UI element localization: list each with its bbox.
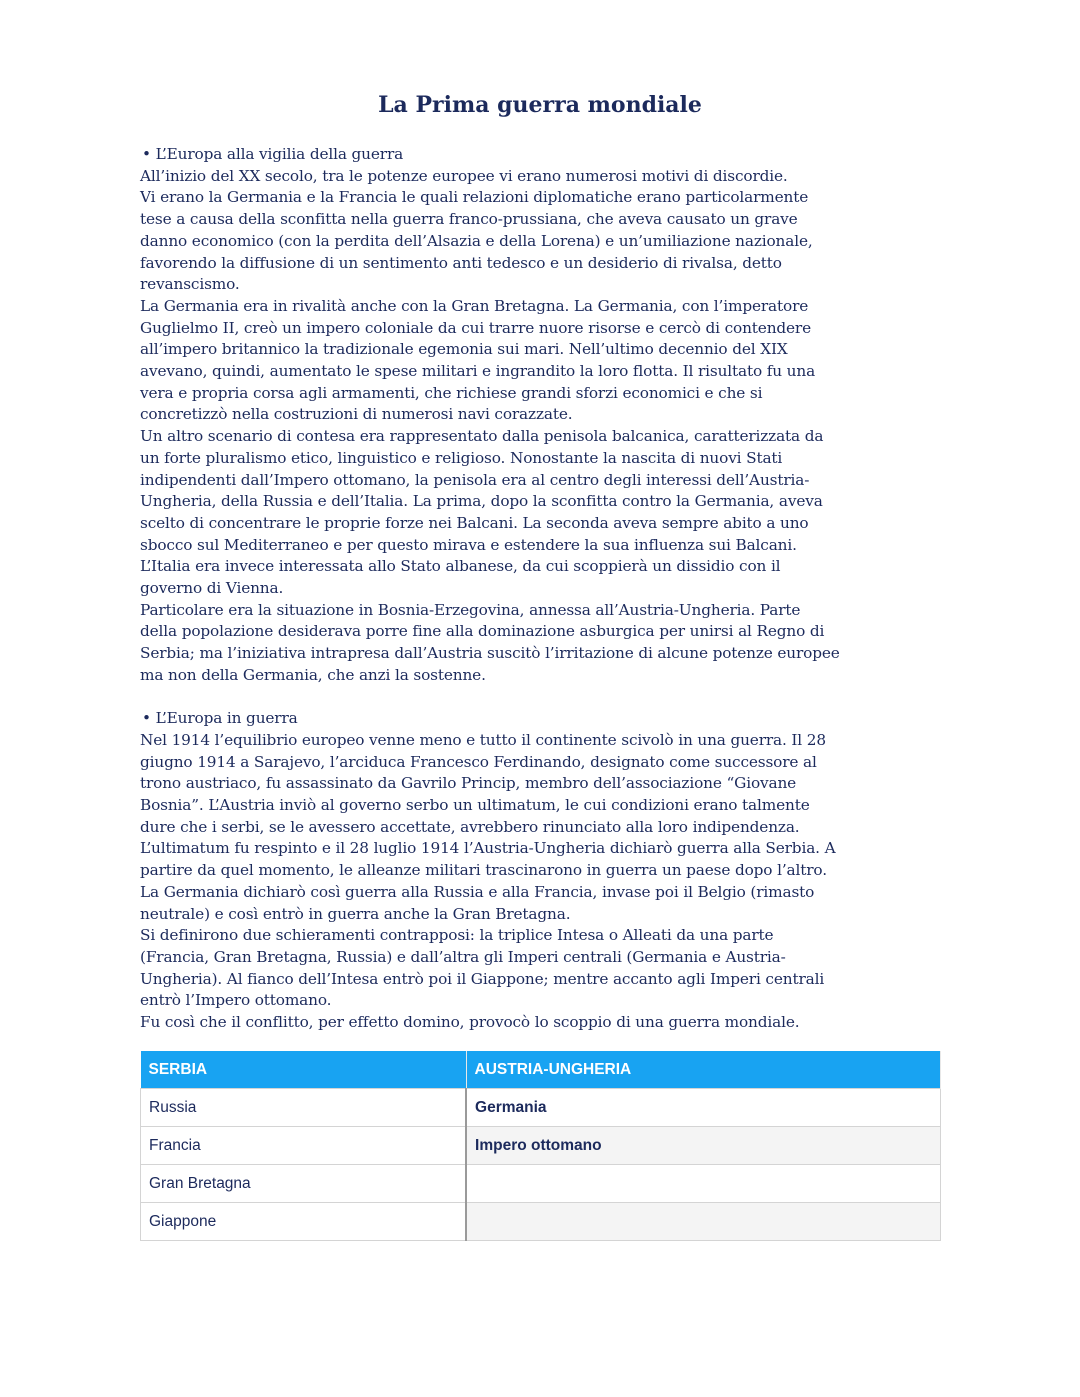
- text-line: neutrale) e così entrò in guerra anche la Gran Bretagna.: [140, 904, 571, 923]
- table-cell: [466, 1165, 940, 1203]
- text-line: all’impero britannico la tradizionale egemonia sui mari. Nell’ultimo decennio del XIX: [140, 340, 788, 359]
- text-line: danno economico (con la perdita dell’Alsazia e della Lorena) e un’umiliazione nazionale,: [140, 231, 813, 250]
- text-line: scelto di concentrare le proprie forze nei Balcani. La seconda aveva sempre abito a uno: [140, 513, 809, 532]
- text-line: Nel 1914 l’equilibrio europeo venne meno e tutto il continente scivolò in una guerra. Il 28: [140, 730, 826, 749]
- text-line: sbocco sul Mediterraneo e per questo mirava e estendere la sua influenza sui Balcani.: [140, 535, 797, 554]
- document-body: [140, 144, 840, 1034]
- text-line: All’inizio del XX secolo, tra le potenze europee vi erano numerosi motivi di discordie.: [140, 166, 788, 185]
- table-row: [141, 1165, 941, 1203]
- text-line: concretizzò nella costruzioni di numerosi navi corazzate.: [140, 405, 573, 424]
- alliances-table: [140, 1051, 941, 1241]
- text-line: revanscismo.: [140, 275, 240, 294]
- table-cell: Francia: [141, 1127, 467, 1165]
- table-cell: Impero ottomano: [466, 1127, 940, 1165]
- table-cell: Russia: [141, 1089, 467, 1127]
- text-line: Guglielmo II, creò un impero coloniale da cui trarre nuore risorse e cercò di contendere: [140, 318, 812, 337]
- text-line: Vi erano la Germania e la Francia le quali relazioni diplomatiche erano particolarmente: [140, 188, 809, 207]
- table-cell: [466, 1203, 940, 1241]
- table-row: [141, 1089, 941, 1127]
- header-serbia: SERBIA: [141, 1051, 467, 1089]
- table-cell: Giappone: [141, 1203, 467, 1241]
- text-line: L’ultimatum fu respinto e il 28 luglio 1914 l’Austria-Ungheria dichiarò guerra alla Serbia. A: [140, 839, 836, 858]
- text-line: dure che i serbi, se le avessero accettate, avrebbero rinunciato alla loro indipendenza.: [140, 817, 800, 836]
- text-line: Particolare era la situazione in Bosnia-Erzegovina, annessa all’Austria-Ungheria. Parte: [140, 600, 801, 619]
- table-row: [141, 1127, 941, 1165]
- text-line: ma non della Germania, che anzi la sostenne.: [140, 665, 486, 684]
- text-line: indipendenti dall’Impero ottomano, la penisola era al centro degli interessi dell’Austria-: [140, 470, 810, 489]
- text-line: Si definirono due schieramenti contrapposi: la triplice Intesa o Alleati da una parte: [140, 926, 774, 945]
- spacer: [140, 687, 840, 709]
- text-line: trono austriaco, fu assassinato da Gavrilo Princip, membro dell’associazione “Giovane: [140, 774, 797, 793]
- text-line: giugno 1914 a Sarajevo, l’arciduca Francesco Ferdinando, designato come successore al: [140, 752, 817, 771]
- text-line: Ungheria, della Russia e dell’Italia. La prima, dopo la sconfitta contro la Germania, aveva: [140, 492, 823, 511]
- table-row: [141, 1203, 941, 1241]
- text-line: Ungheria). Al fianco dell’Intesa entrò poi il Giappone; mentre accanto agli Imperi centrali: [140, 969, 825, 988]
- table-cell: Gran Bretagna: [141, 1165, 467, 1203]
- text-line: avevano, quindi, aumentato le spese militari e ingrandito la loro flotta. Il risultato fu una: [140, 362, 816, 381]
- text-line: Bosnia”. L’Austria inviò al governo serbo un ultimatum, le cui condizioni erano talmente: [140, 796, 810, 815]
- text-line: della popolazione desiderava porre fine alla dominazione asburgica per unirsi al Regno di: [140, 622, 825, 641]
- table-cell: Germania: [466, 1089, 940, 1127]
- header-austria-ungheria: AUSTRIA-UNGHERIA: [466, 1051, 940, 1089]
- text-line: partire da quel momento, le alleanze militari trascinarono in guerra un paese dopo l’altro.: [140, 861, 827, 880]
- text-line: governo di Vienna.: [140, 579, 284, 598]
- text-line: Fu così che il conflitto, per effetto domino, provocò lo scoppio di una guerra mondiale.: [140, 1013, 800, 1032]
- section-heading: • L’Europa alla vigilia della guerra: [142, 145, 404, 163]
- table-header-row: [141, 1051, 941, 1089]
- text-line: entrò l’Impero ottomano.: [140, 991, 332, 1010]
- text-line: un forte pluralismo etico, linguistico e religioso. Nonostante la nascita di nuovi Stati: [140, 448, 783, 467]
- text-line: L’Italia era invece interessata allo Stato albanese, da cui scoppierà un dissidio con il: [140, 557, 781, 576]
- text-line: Un altro scenario di contesa era rappresentato dalla penisola balcanica, caratterizzata da: [140, 427, 824, 446]
- text-line: Serbia; ma l’iniziativa intrapresa dall’Austria suscitò l’irritazione di alcune potenze europee: [140, 644, 840, 663]
- text-line: tese a causa della sconfitta nella guerra franco-prussiana, che aveva causato un grave: [140, 210, 798, 229]
- text-line: favorendo la diffusione di un sentimento anti tedesco e un desiderio di rivalsa, detto: [140, 253, 782, 272]
- text-line: vera e propria corsa agli armamenti, che richiese grandi sforzi economici e che si: [140, 383, 763, 402]
- text-line: La Germania dichiarò così guerra alla Russia e alla Francia, invase poi il Belgio (rimasto: [140, 882, 815, 901]
- section-heading: • L’Europa in guerra: [142, 709, 298, 728]
- text-line: La Germania era in rivalità anche con la Gran Bretagna. La Germania, con l’imperatore: [140, 296, 809, 315]
- page-title: La Prima guerra mondiale: [378, 92, 702, 118]
- text-line: (Francia, Gran Bretagna, Russia) e dall’altra gli Imperi centrali (Germania e Austria-: [140, 948, 786, 966]
